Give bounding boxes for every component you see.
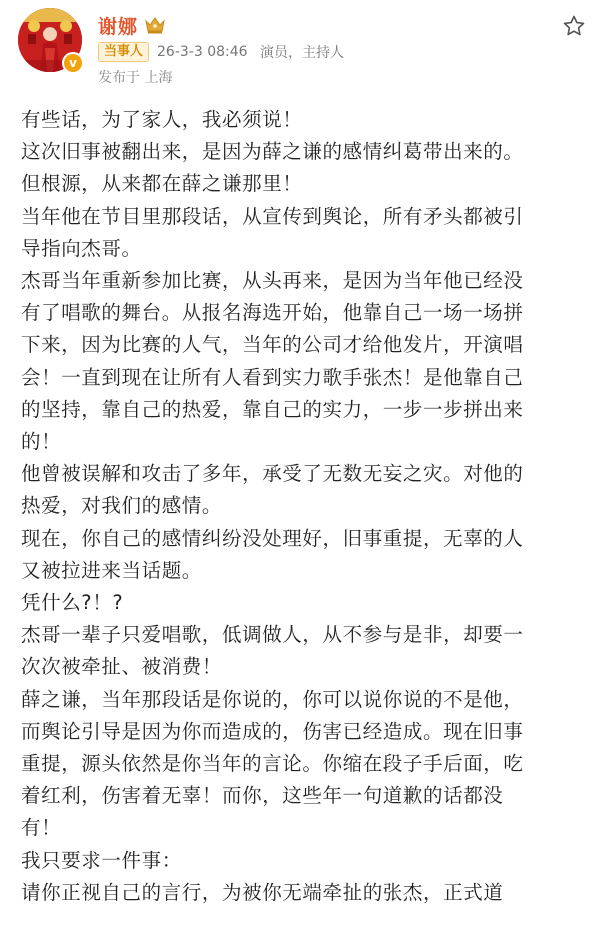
star-outline-icon[interactable] <box>562 14 586 38</box>
post-meta <box>98 41 344 63</box>
body-line: 导指向杰哥。 <box>21 236 142 260</box>
body-line: 当年他在节目里那段话，从宣传到舆论，所有矛头都被引 <box>21 204 524 228</box>
body-line: 热爱，对我们的感情。 <box>21 494 223 518</box>
role-primary: 演员 <box>260 45 288 61</box>
body-line: 而舆论引导是因为你而造成的，伤害已经造成。现在旧事 <box>21 719 524 743</box>
verified-badge-icon: v <box>62 52 84 74</box>
post-header <box>0 0 600 100</box>
body-line: 杰哥一辈子只爱唱歌，低调做人，从不参与是非，却要一 <box>21 623 524 647</box>
meta-separator <box>252 44 256 60</box>
body-line: 薛之谦，当年那段话是你说的，你可以说你说的不是他， <box>21 687 524 711</box>
body-line: 我只要求一件事： <box>21 848 182 872</box>
body-line: 次次被牵扯、被消费！ <box>21 655 223 679</box>
body-line: 杰哥当年重新参加比赛，从头再来，是因为当年他已经没 <box>21 269 524 293</box>
body-line: 这次旧事被翻出来，是因为薛之谦的感情纠葛带出来的。 <box>21 140 524 164</box>
post-body <box>21 104 591 909</box>
body-line: 重提，源头依然是你当年的言论。你缩在段子手后面，吃 <box>21 752 524 776</box>
author-name[interactable]: 谢娜 <box>98 15 139 38</box>
body-line: 有了唱歌的舞台。从报名海选开始，他靠自己一场一场拼 <box>21 301 524 325</box>
body-line: 下来，因为比赛的人气，当年的公司才给他发片，开演唱 <box>21 333 524 357</box>
body-line: 的坚持，靠自己的热爱，靠自己的实力，一步一步拼出来 <box>21 397 524 421</box>
body-line: 会！一直到现在让所有人看到实力歌手张杰！是他靠自己 <box>21 365 524 389</box>
body-line: 请你正视自己的言行，为被你无端牵扯的张杰，正式道 <box>21 880 504 904</box>
body-line: 现在，你自己的感情纠纷没处理好，旧事重提，无辜的人 <box>21 526 524 550</box>
body-line: 凭什么?！? <box>21 591 124 615</box>
body-line: 有！ <box>21 816 62 840</box>
crown-icon <box>144 15 166 35</box>
avatar[interactable] <box>18 8 82 72</box>
body-line: 的！ <box>21 430 62 454</box>
role-separator: ， <box>288 45 302 61</box>
body-line: 但根源，从来都在薛之谦那里！ <box>21 172 303 196</box>
body-line: 着红利，伤害着无辜！而你，这些年一句道歉的话都没 <box>21 784 504 808</box>
author-row <box>98 12 166 38</box>
body-line: 他曾被误解和攻击了多年，承受了无数无妄之灾。对他的 <box>21 462 524 486</box>
status-badge: 当事人 <box>98 42 149 62</box>
body-line: 有些话，为了家人，我必须说！ <box>21 108 303 131</box>
role-secondary: 主持人 <box>302 45 344 61</box>
post-location: 发布于 上海 <box>98 70 173 86</box>
body-line: 又被拉进来当话题。 <box>21 558 202 582</box>
post-timestamp: 26-3-3 08:46 <box>157 44 248 60</box>
